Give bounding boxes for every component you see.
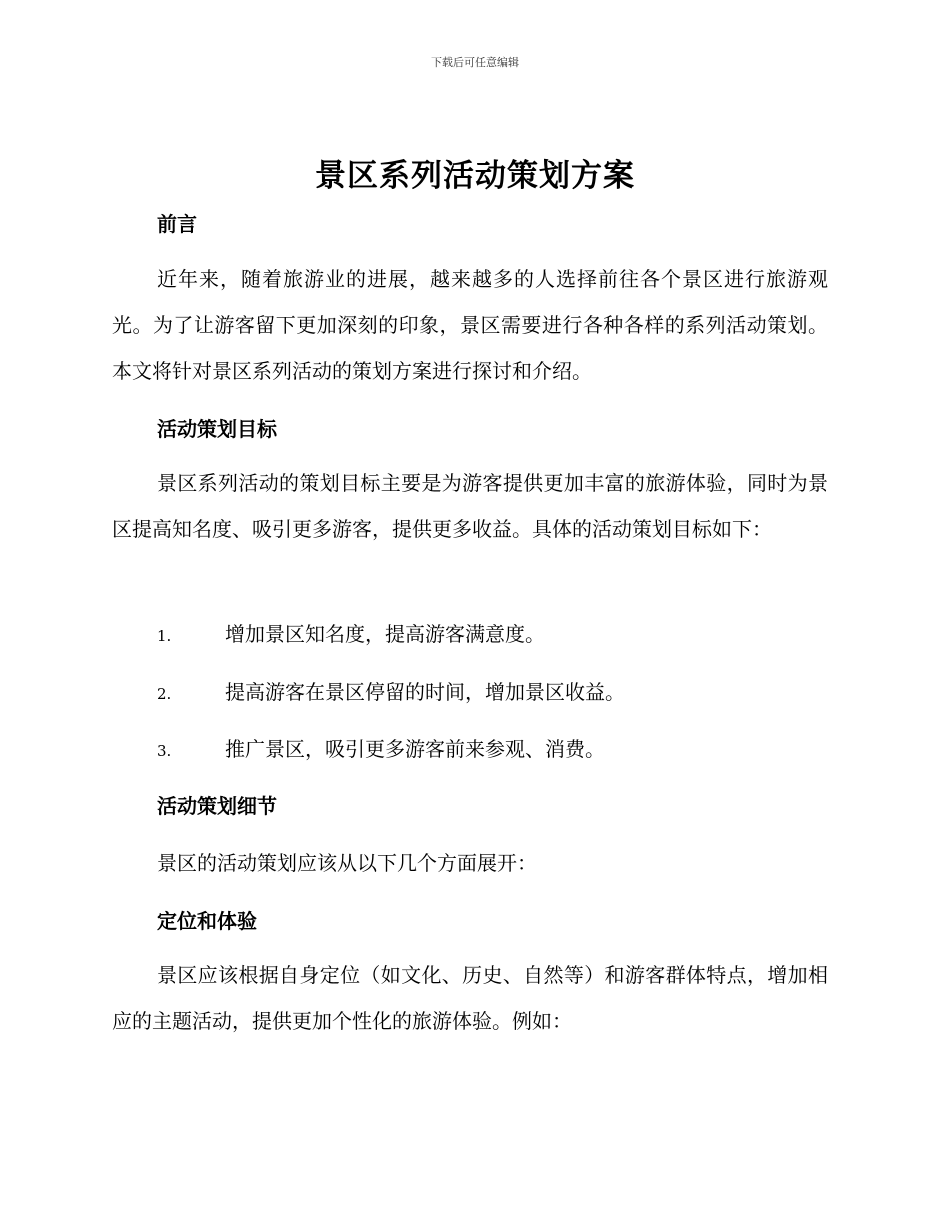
list-text: 增加景区知名度，提高游客满意度。 xyxy=(225,622,545,646)
document-title: 景区系列活动策划方案 xyxy=(315,158,635,194)
list-number: 2. xyxy=(157,685,172,703)
position-paragraph: 景区应该根据自身定位（如文化、历史、自然等）和游客群体特点，增加相应的主题活动，提供更加个性化的旅游体验。例如： xyxy=(112,963,828,1033)
list-item xyxy=(157,676,837,705)
goal-paragraph: 景区系列活动的策划目标主要是为游客提供更加丰富的旅游体验，同时为景区提高知名度、吸引更多游客，提供更多收益。具体的活动策划目标如下： xyxy=(112,471,828,541)
detail-paragraph: 景区的活动策划应该从以下几个方面展开： xyxy=(157,851,537,875)
detail-heading: 活动策划细节 xyxy=(157,794,277,818)
list-number: 3. xyxy=(157,742,172,760)
header-note: 下载后可任意编辑 xyxy=(431,56,519,69)
preface-paragraph: 近年来，随着旅游业的进展，越来越多的人选择前往各个景区进行旅游观光。为了让游客留下更加深刻的印象，景区需要进行各种各样的系列活动策划。本文将针对景区系列活动的策划方案进行探讨和介绍。 xyxy=(112,267,828,383)
list-item xyxy=(157,618,837,647)
list-number: 1. xyxy=(157,627,172,645)
goal-heading: 活动策划目标 xyxy=(157,417,277,441)
list-text: 推广景区，吸引更多游客前来参观、消费。 xyxy=(225,737,605,761)
preface-heading: 前言 xyxy=(157,212,197,236)
list-text: 提高游客在景区停留的时间，增加景区收益。 xyxy=(225,680,625,704)
position-heading: 定位和体验 xyxy=(157,909,257,933)
list-item xyxy=(157,733,837,762)
